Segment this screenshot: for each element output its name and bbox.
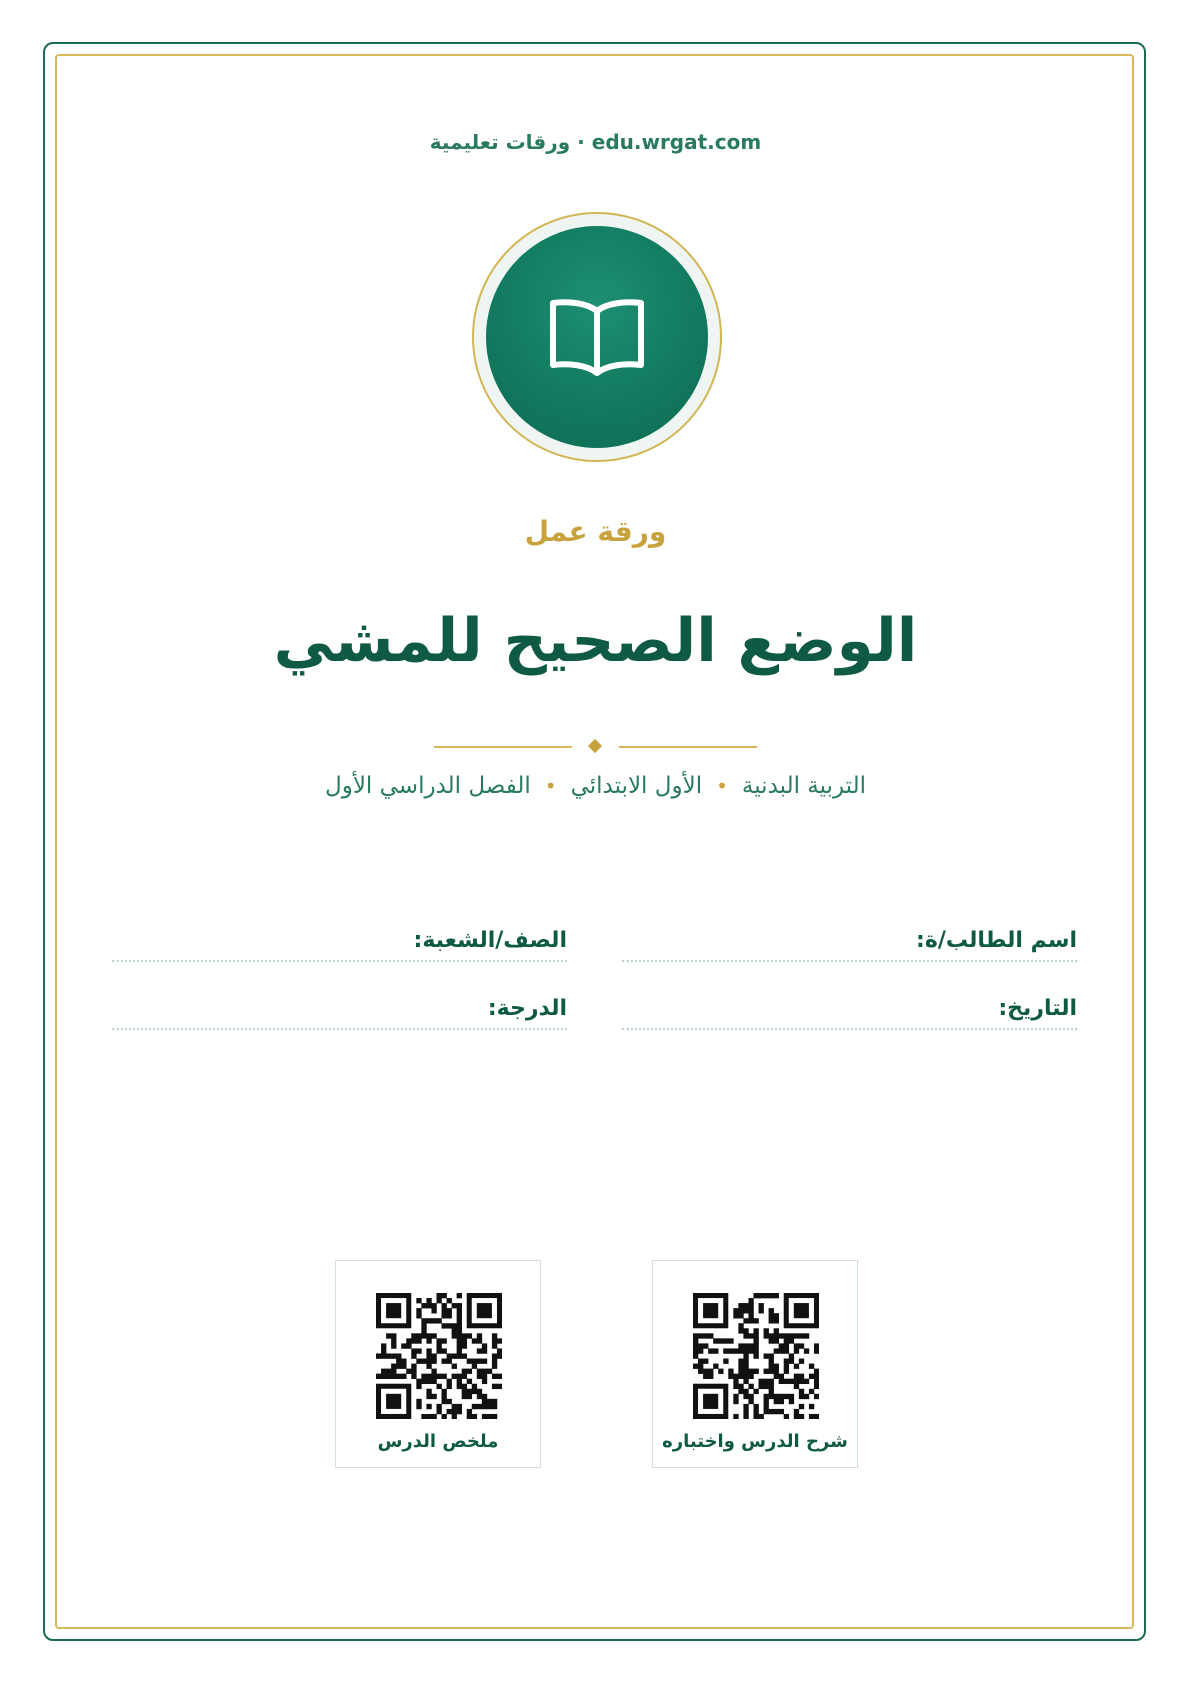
site-header: edu.wrgat.com · ورقات تعليمية <box>429 130 762 154</box>
qr-card-lesson-summary[interactable] <box>335 1260 541 1468</box>
document-meta <box>0 773 1191 799</box>
student-name-field[interactable] <box>622 922 1077 962</box>
page-title: الوضع الصحيح للمشي <box>273 606 918 676</box>
title-divider-right <box>619 746 757 748</box>
meta-subject: التربية البدنية <box>741 773 866 799</box>
title-divider-left <box>434 746 572 748</box>
worksheet-kicker: ورقة عمل <box>524 515 667 548</box>
grade-field[interactable] <box>112 990 567 1030</box>
qr-label-lesson-explanation: شرح الدرس واختباره <box>662 1431 848 1452</box>
meta-semester: الفصل الدراسي الأول <box>325 773 531 799</box>
class-section-field[interactable] <box>112 922 567 962</box>
student-name-label: اسم الطالب/ة: <box>916 928 1077 953</box>
emblem <box>486 226 708 448</box>
qr-code-icon <box>376 1293 502 1419</box>
qr-label-lesson-summary: ملخص الدرس <box>377 1431 499 1452</box>
meta-separator: • <box>716 774 728 798</box>
qr-card-lesson-explanation[interactable] <box>652 1260 858 1468</box>
meta-grade-level: الأول الابتدائي <box>570 773 703 799</box>
grade-label: الدرجة: <box>487 996 567 1021</box>
class-section-label: الصف/الشعبة: <box>413 928 567 953</box>
date-field[interactable] <box>622 990 1077 1030</box>
meta-separator: • <box>544 774 557 798</box>
date-label: التاريخ: <box>998 996 1077 1021</box>
open-book-icon <box>547 295 647 379</box>
qr-code-icon <box>693 1293 819 1419</box>
